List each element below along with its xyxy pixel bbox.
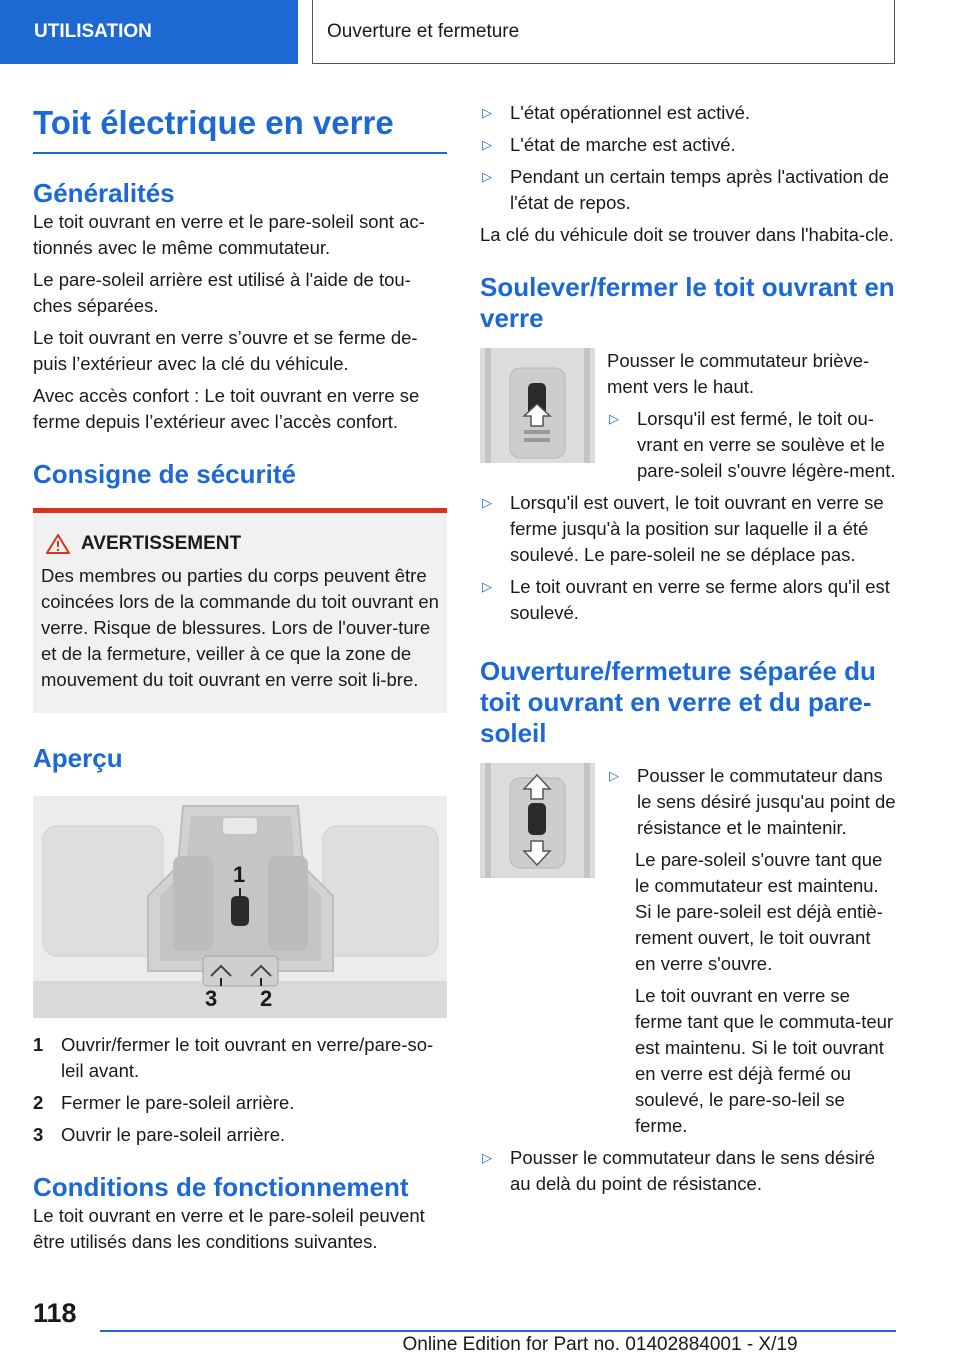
warning-title-row [45, 533, 439, 555]
bullet-text: Lorsqu'il est ouvert, le toit ouvrant en verre se ferme jusqu'à la position sur laquelle il a été soulevé. Le pare-soleil ne se déplace pas. [510, 492, 884, 565]
soulever-figure-row [480, 348, 896, 484]
footer-edition-text: Online Edition for Part no. 01402884001 - X/19 [402, 1334, 798, 1355]
apercu-heading: Aperçu [33, 743, 123, 773]
footer-rule [100, 1330, 896, 1332]
overhead-console-illustration [33, 796, 447, 1018]
conditions-heading: Conditions de fonctionnement [33, 1172, 409, 1202]
legend-text: Ouvrir/fermer le toit ouvrant en verre/pare-so-leil avant. [61, 1034, 434, 1081]
warning-title: AVERTISSEMENT [81, 533, 242, 554]
bullet-text: Pousser le commutateur dans le sens désiré au delà du point de résistance. [510, 1147, 876, 1194]
key-note: La clé du véhicule doit se trouver dans l'habita-cle. [480, 224, 894, 245]
callout-3: 3 [205, 986, 218, 1011]
soulever-intro: Pousser le commutateur briève-ment vers le haut. [607, 350, 870, 397]
left-column [33, 96, 447, 1255]
legend-number: 1 [33, 1034, 44, 1055]
legend-text: Fermer le pare-soleil arrière. [61, 1092, 295, 1113]
generalites-p3: Le toit ouvrant en verre s’ouvre et se ferme de-puis l’extérieur avec la clé du véhicule. [33, 327, 418, 374]
separee-figure-row [480, 763, 896, 1139]
warning-text: Des membres ou parties du corps peuvent être coincées lors de la commande du toit ouvrant en verre. Risque de blessures. Lors de l'ouver-ture et de la fermeture, veiller à ce que la zone de mouvement du toit ouvrant en verre soit li-bre. [41, 565, 439, 690]
right-column [480, 100, 896, 1197]
bullet-text: Lorsqu'il est fermé, le toit ou-vrant en verre se soulève et le pare-soleil s'ouvre légère-ment. [637, 408, 896, 481]
bullet-triangle-icon: ▷ [609, 411, 619, 426]
generalites-p1: Le toit ouvrant en verre et le pare-soleil sont ac-tionnés avec le même commutateur. [33, 211, 425, 258]
bullet-item [480, 574, 896, 626]
generalites-heading: Généralités [33, 178, 175, 208]
bullet-triangle-icon: ▷ [482, 169, 492, 184]
bullet-item [607, 406, 896, 484]
legend-number: 2 [33, 1092, 44, 1113]
bullet-item [480, 100, 896, 126]
bullet-triangle-icon: ▷ [482, 1150, 492, 1165]
switch-up-illustration [480, 348, 595, 463]
callout-2: 2 [260, 986, 273, 1011]
switch-updown-illustration [480, 763, 595, 878]
bullet-text: Pousser le commutateur dans le sens désiré jusqu'au point de résistance et le maintenir. [637, 765, 896, 838]
legend-item [33, 1122, 447, 1148]
switch-updown-photo [480, 763, 595, 878]
footer-edition [0, 1334, 960, 1356]
bullet-text: Pendant un certain temps après l'activation de l'état de repos. [510, 166, 889, 213]
bullet-triangle-icon: ▷ [482, 495, 492, 510]
legend-number: 3 [33, 1124, 44, 1145]
warning-box [33, 508, 447, 713]
header-chapter [312, 0, 895, 64]
page-title: Toit électrique en verre [33, 96, 447, 154]
apercu-legend [33, 1032, 447, 1148]
soulever-figure-text [607, 348, 896, 484]
bullet-item [480, 132, 896, 158]
generalites-p4: Avec accès confort : Le toit ouvrant en verre se ferme depuis l’extérieur avec l’accès confort. [33, 385, 420, 432]
legend-item [33, 1090, 447, 1116]
warning-triangle-icon [45, 533, 71, 555]
separee-para1: Le pare-soleil s'ouvre tant que le commutateur est maintenu. Si le pare-soleil est déjà entiè-rement ouvert, le toit ouvrant en verre s'ouvre. [635, 849, 883, 974]
callout-1: 1 [233, 862, 246, 887]
switch-up-photo [480, 348, 595, 463]
bullet-triangle-icon: ▷ [609, 768, 619, 783]
separee-figure-text [607, 763, 896, 1139]
generalites-p2: Le pare-soleil arrière est utilisé à l'aide de tou-ches séparées. [33, 269, 411, 316]
separee-heading: Ouverture/fermeture séparée du toit ouvrant en verre et du pare-soleil [480, 656, 876, 748]
bullet-triangle-icon: ▷ [482, 105, 492, 120]
bullet-text: L'état opérationnel est activé. [510, 102, 751, 123]
legend-text: Ouvrir le pare-soleil arrière. [61, 1124, 286, 1145]
separee-para2: Le toit ouvrant en verre se ferme tant que le commuta-teur est maintenu. Si le toit ouvrant en verre est déjà fermé ou soulevé, le pare-so-leil se ferme. [635, 985, 894, 1136]
overhead-console-photo [33, 796, 447, 1018]
bullet-text: L'état de marche est activé. [510, 134, 736, 155]
header-section-label: UTILISATION [34, 21, 152, 42]
page-number: 118 [33, 1298, 77, 1328]
bullet-item [607, 763, 896, 841]
header-section-tab [0, 0, 298, 64]
bullet-item [480, 1145, 896, 1197]
bullet-triangle-icon: ▷ [482, 579, 492, 594]
legend-item [33, 1032, 447, 1084]
bullet-triangle-icon: ▷ [482, 137, 492, 152]
bullet-item [480, 164, 896, 216]
securite-heading: Consigne de sécurité [33, 459, 296, 489]
soulever-heading: Soulever/fermer le toit ouvrant en verre [480, 272, 895, 333]
conditions-text: Le toit ouvrant en verre et le pare-soleil peuvent être utilisés dans les conditions suivantes. [33, 1205, 425, 1252]
header-chapter-label: Ouverture et fermeture [327, 20, 520, 42]
bullet-text: Le toit ouvrant en verre se ferme alors qu'il est soulevé. [510, 576, 890, 623]
bullet-item [480, 490, 896, 568]
